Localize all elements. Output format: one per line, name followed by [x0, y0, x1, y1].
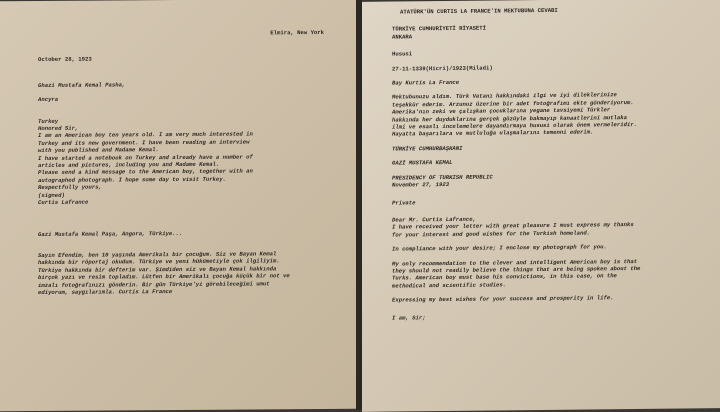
reply-city: ANKARA — [392, 33, 413, 41]
letter-page-right — [362, 0, 720, 412]
reply-para3-line: Turks. American boy must base his convictions, in this case, on the — [392, 272, 617, 282]
reply-tr-line: ilmi ve esaslı incelemelere dayandırmaya hususi olarak önem vermeleridir. — [392, 121, 638, 131]
reply-para3-line: methodical and scientific studies. — [392, 281, 507, 290]
letter-body-line: autographed photograph. I hope some day to visit Turkey. — [38, 175, 226, 184]
reply-tr-line: Amerika'nın zeki ve çalışkan çocuklarına yegane tavsiyemi Türkler — [392, 106, 611, 116]
reply-body-tr — [392, 91, 704, 139]
reply-para1-line: I have received your letter with great pleasure I must express my thanks — [392, 221, 634, 231]
reply-para2: In compliance with your desire; I enclose my photograph for you. — [392, 243, 607, 253]
recipient-country: Turkey — [38, 117, 59, 125]
reply-tr-line: Hayatta başarılara ve mutluluğa ulaşmalarını temenni ederim. — [392, 128, 594, 139]
reply-salutation-tr: Bay Kurtis La France — [392, 78, 460, 87]
reply-tr-line: teşekkür ederim. Arzunuz üzerine bir adet fotoğrafımı ekte gönderiyorum. — [392, 98, 634, 109]
reply-date-tr: 27-11-1339(Hicri)/1923(Miladi) — [392, 64, 493, 73]
reply-para1-line: for your interest and good wishes for the Turkish homeland. — [392, 229, 591, 239]
reply-private-en: Private — [392, 198, 416, 207]
translation-line: birçok yazı ve resim topladım. Lütfen bir Amerikalı çocuğa küçük bir not ve — [38, 272, 290, 282]
letter-body-line: Please send a kind message to the American boy, together with an — [38, 167, 253, 177]
reply-private-tr: Hususi — [392, 50, 413, 58]
letter-body-line: with you published and Madame Kemal. — [38, 146, 159, 155]
translation-line: Sayın Efendim, ben 10 yaşında Amerikalı bir çocuğum. Siz ve Bayan Kemal — [38, 250, 277, 259]
reply-date-en: November 27, 1923 — [392, 181, 450, 189]
recipient-name: Ghazi Mustafa Kemal Pasha, — [38, 81, 126, 89]
letter-body-line: I have started a notebook on Turkey and already have a number of — [38, 153, 253, 162]
reply-sign-title-en: PRESIDENCY OF TURKISH REPUBLIC — [392, 173, 493, 182]
letter-body-line: articles and pictures, including you and Madame Kemal. — [38, 160, 220, 170]
reply-para3-line: they should not readily believe the things that are being spoken about the — [392, 264, 641, 275]
reply-sign-title-tr: TÜRKİYE CUMHURBAŞKANI — [392, 144, 463, 153]
letter-page-left — [0, 0, 356, 411]
translation-line: hakkında bir röportaj okudum. Türkiye ve yeni hükümetiyle çok ilgiliyim. — [38, 257, 280, 267]
reply-para3-line: My only recommendation to the clever and intelligent American boy is that — [392, 257, 638, 268]
letter-body — [38, 130, 334, 184]
reply-closing: I am, Sir; — [392, 313, 426, 322]
letter-body-line: Turkey and its new government. I have been reading an interview — [38, 138, 250, 147]
translation-line: Türkiye hakkında bir defterim var. Şimdiden siz ve Bayan Kemal hakkında — [38, 265, 277, 274]
letter-salutation: Honored Sir, — [38, 124, 79, 133]
reply-salutation-en: Dear Mr. Curtis Lafrance, — [392, 215, 476, 224]
reply-tr-line: hakkında her duyduklarına gerçek gözüyle bakmayıp kanaatlerini mutlaka — [392, 113, 627, 124]
letter-signed-note: (signed) — [38, 191, 65, 199]
reply-para4: Expressing my best wishes for your success and prosperity in life. — [392, 294, 614, 304]
letter-signature: Curtis Lafrance — [38, 198, 89, 207]
reply-sign-name-tr: GAZİ MUSTAFA KEMAL — [392, 159, 453, 167]
recipient-city: Ancyra — [38, 96, 59, 104]
letter-date: October 28, 1923 — [38, 56, 92, 64]
translation-body — [38, 250, 334, 297]
reply-tr-line: Mektubunuzu aldım. Türk Vatanı hakkındaki ilgi ve iyi dileklerinize — [392, 91, 617, 101]
translation-heading: Gazi Mustafa Kemal Paşa, Angora, Türkiye... — [38, 229, 183, 238]
translation-line: imzalı fotoğrafınızı gönderin. Bir gün Türkiye'yi görebileceğimi umut — [38, 279, 270, 289]
translation-line: ediyorum, saygılarımla. Curtis La France — [38, 287, 173, 296]
reply-title: ATATÜRK'ÜN CURTIS LA FRANCE'IN MEKTUBUNA CEVABI — [400, 6, 558, 16]
letter-closing: Respectfully yours, — [38, 183, 102, 192]
reply-office: TÜRKİYE CUMHURİYETİ RİYASETİ — [392, 24, 486, 33]
letter-location: Elmira, New York — [270, 28, 324, 37]
letter-body-line: I am an American boy ten years old. I am very much interested in — [38, 130, 253, 140]
